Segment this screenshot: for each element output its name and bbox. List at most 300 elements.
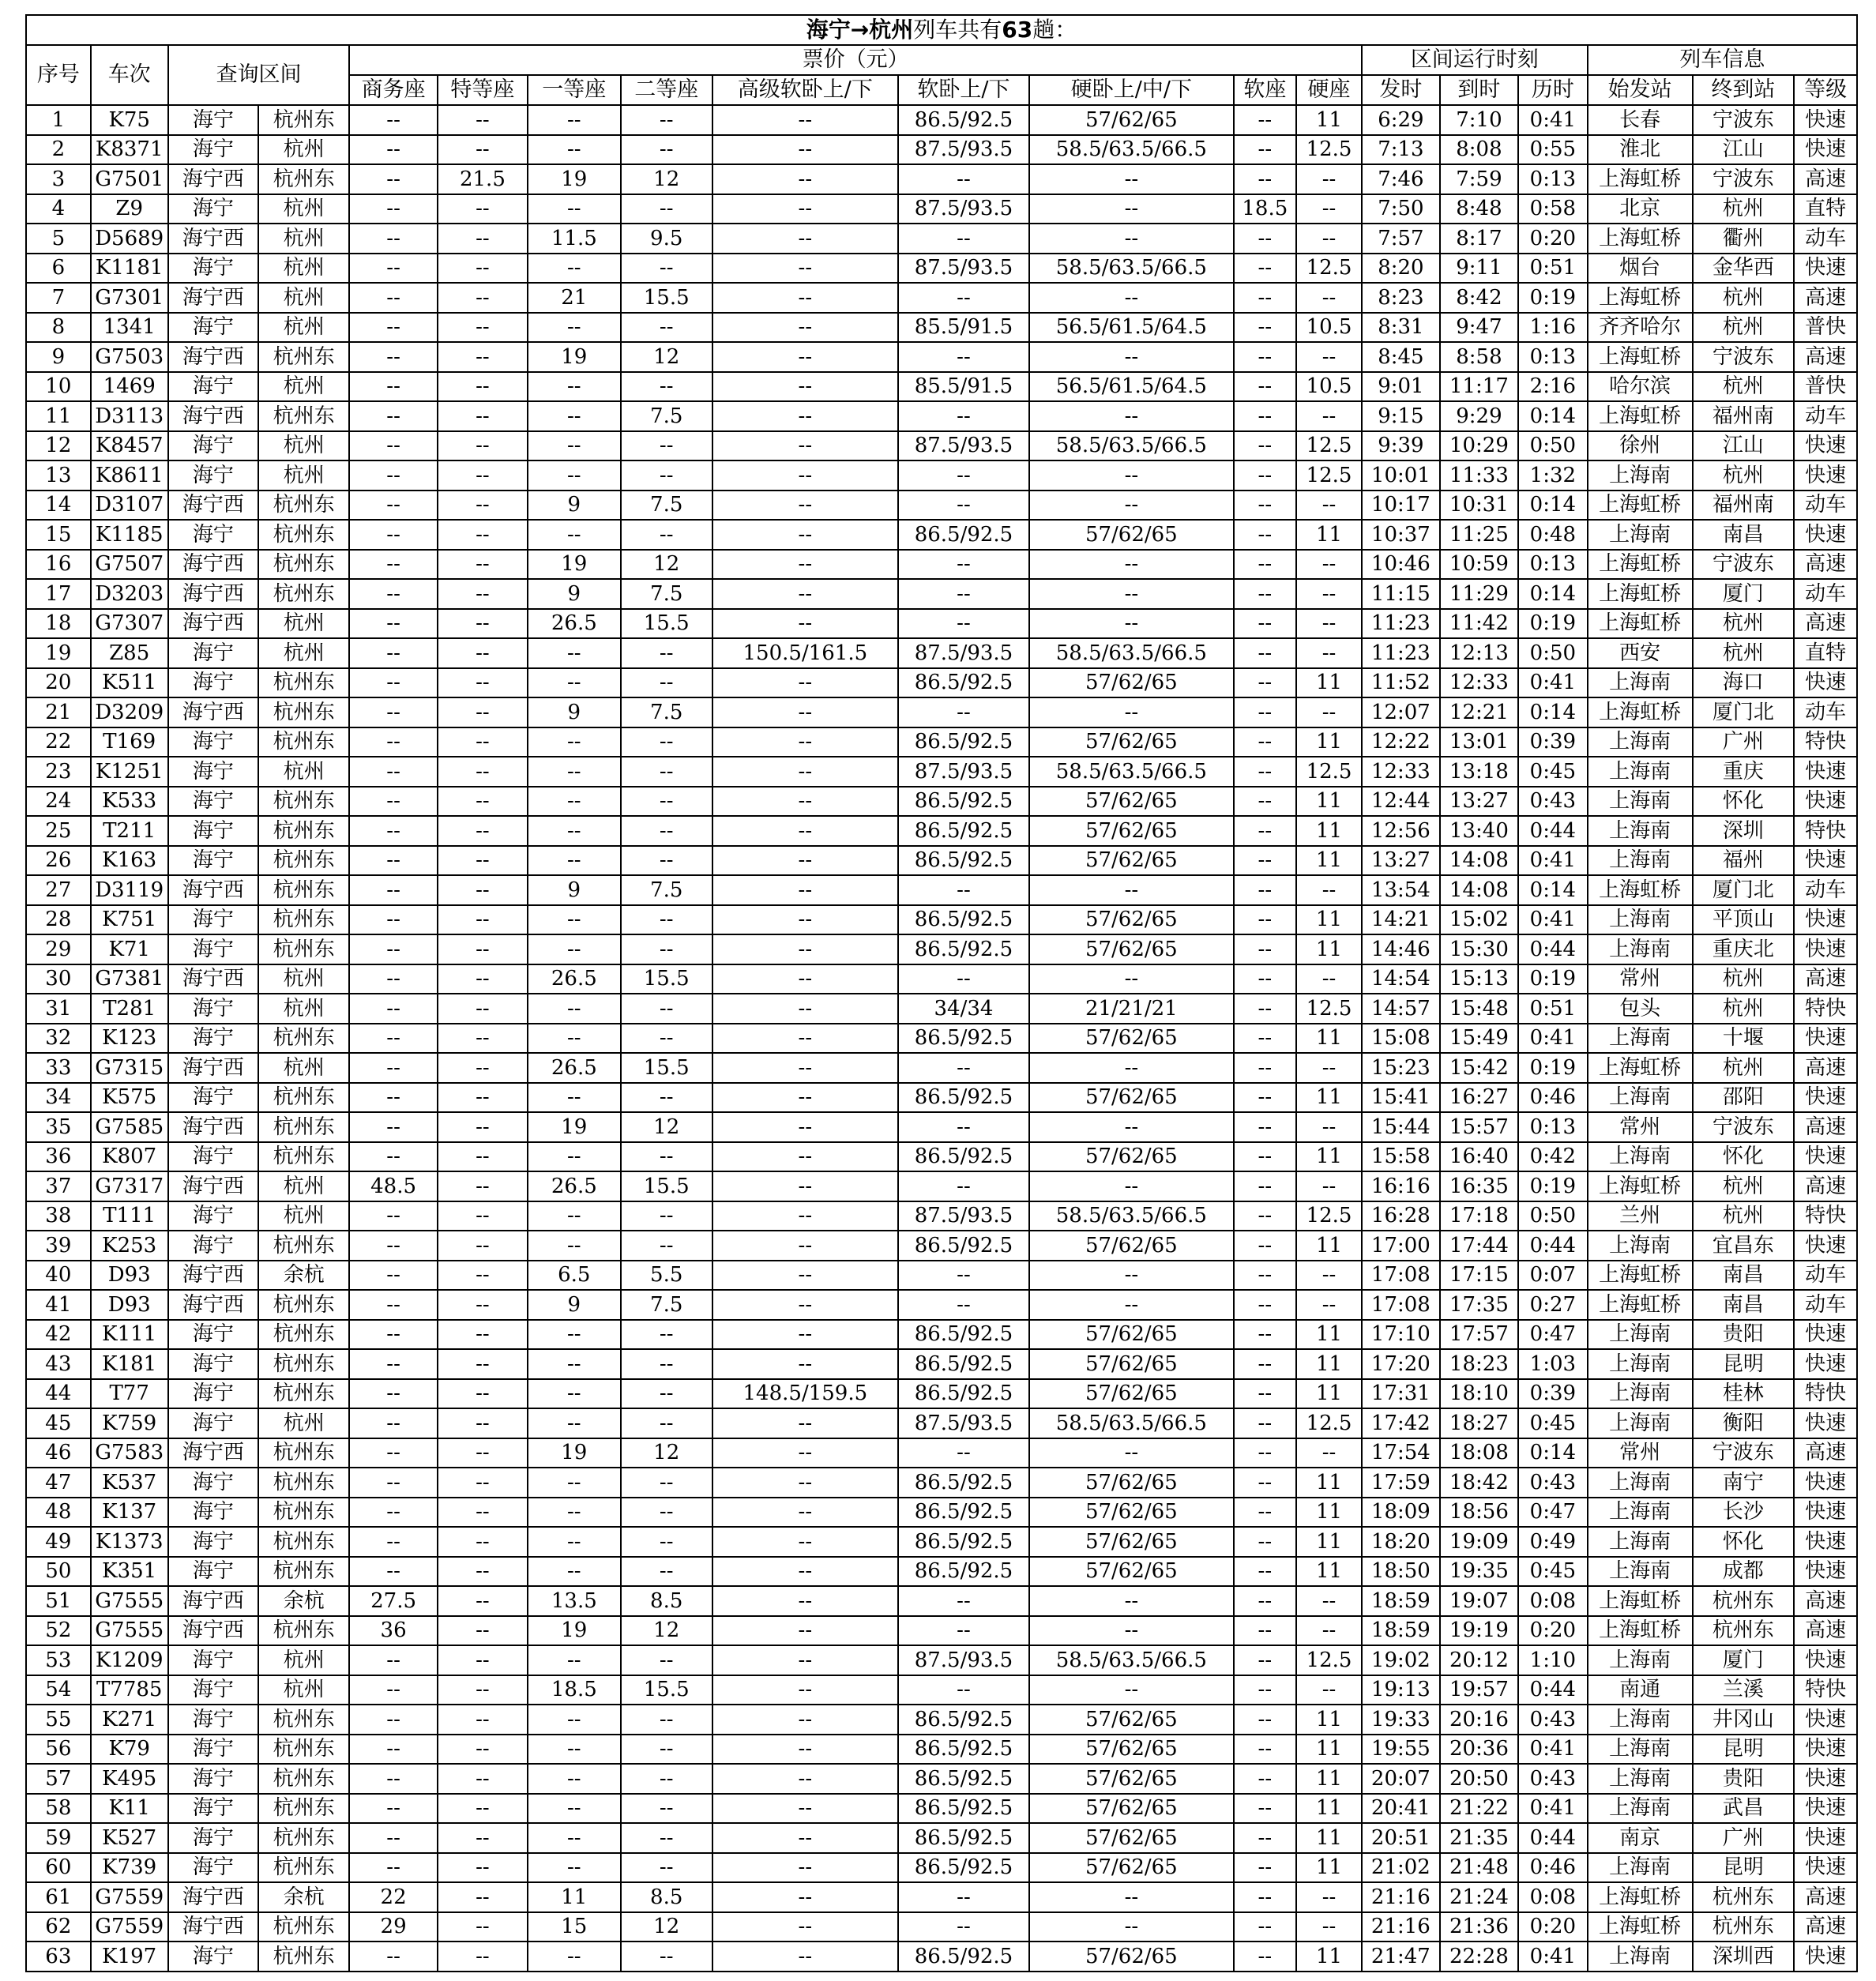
cell-soft-seat: -- <box>1234 1201 1297 1231</box>
table-row <box>26 1764 1857 1794</box>
cell-origin-station: 上海虹桥 <box>1588 164 1693 194</box>
cell-duration: 0:47 <box>1518 1320 1588 1350</box>
cell-origin-station: 常州 <box>1588 964 1693 994</box>
header-deluxe-sleeper: 高级软卧上/下 <box>712 75 898 105</box>
cell-premium-seat: -- <box>438 994 528 1024</box>
cell-second-class: -- <box>621 520 712 550</box>
cell-depart-time: 15:41 <box>1362 1083 1440 1113</box>
cell-soft-seat: -- <box>1234 105 1297 135</box>
cell-business-seat: -- <box>349 313 437 343</box>
cell-train-grade: 动车 <box>1794 875 1857 905</box>
cell-business-seat: -- <box>349 668 437 698</box>
table-row <box>26 1349 1857 1379</box>
table-row <box>26 994 1857 1024</box>
cell-second-class: 8.5 <box>621 1586 712 1616</box>
cell-to-station: 杭州东 <box>258 1823 349 1853</box>
cell-depart-time: 21:16 <box>1362 1912 1440 1942</box>
cell-terminal-station: 平顶山 <box>1693 905 1795 935</box>
cell-to-station: 杭州东 <box>258 491 349 521</box>
cell-duration: 0:43 <box>1518 1468 1588 1498</box>
cell-terminal-station: 宁波东 <box>1693 342 1795 372</box>
cell-to-station: 杭州东 <box>258 846 349 876</box>
cell-first-class: -- <box>528 520 620 550</box>
cell-train-grade: 动车 <box>1794 401 1857 431</box>
cell-origin-station: 上海南 <box>1588 1498 1693 1528</box>
cell-origin-station: 上海虹桥 <box>1588 1290 1693 1320</box>
cell-business-seat: -- <box>349 638 437 668</box>
cell-origin-station: 上海虹桥 <box>1588 1882 1693 1912</box>
cell-seq: 57 <box>26 1764 91 1794</box>
cell-arrive-time: 8:48 <box>1440 194 1518 224</box>
cell-premium-seat: -- <box>438 1053 528 1083</box>
cell-terminal-station: 杭州 <box>1693 460 1795 491</box>
cell-terminal-station: 厦门 <box>1693 579 1795 609</box>
table-row <box>26 1290 1857 1320</box>
cell-origin-station: 上海南 <box>1588 1794 1693 1824</box>
cell-train-number: K271 <box>91 1705 168 1735</box>
cell-origin-station: 上海虹桥 <box>1588 1586 1693 1616</box>
cell-seq: 13 <box>26 460 91 491</box>
cell-arrive-time: 15:48 <box>1440 994 1518 1024</box>
cell-business-seat: -- <box>349 1408 437 1438</box>
cell-premium-seat: -- <box>438 668 528 698</box>
cell-business-seat: -- <box>349 787 437 817</box>
cell-from-station: 海宁西 <box>168 609 258 639</box>
cell-hard-sleeper: -- <box>1029 1053 1233 1083</box>
cell-to-station: 杭州东 <box>258 1083 349 1113</box>
table-title <box>26 15 1857 45</box>
cell-soft-sleeper: 86.5/92.5 <box>898 1705 1029 1735</box>
cell-first-class: -- <box>528 816 620 846</box>
cell-second-class: 7.5 <box>621 697 712 727</box>
cell-business-seat: -- <box>349 846 437 876</box>
cell-terminal-station: 杭州 <box>1693 194 1795 224</box>
cell-train-number: Z85 <box>91 638 168 668</box>
cell-hard-seat: -- <box>1296 1438 1362 1468</box>
cell-soft-sleeper: -- <box>898 460 1029 491</box>
cell-first-class: 26.5 <box>528 964 620 994</box>
cell-from-station: 海宁西 <box>168 1290 258 1320</box>
cell-first-class: -- <box>528 787 620 817</box>
cell-soft-sleeper: -- <box>898 224 1029 254</box>
cell-seq: 38 <box>26 1201 91 1231</box>
cell-seq: 36 <box>26 1142 91 1172</box>
cell-to-station: 杭州 <box>258 460 349 491</box>
cell-depart-time: 21:02 <box>1362 1853 1440 1883</box>
cell-first-class: -- <box>528 905 620 935</box>
cell-arrive-time: 7:10 <box>1440 105 1518 135</box>
cell-deluxe-sleeper: -- <box>712 1024 898 1054</box>
cell-hard-sleeper: -- <box>1029 401 1233 431</box>
cell-hard-seat: 10.5 <box>1296 313 1362 343</box>
cell-hard-seat: -- <box>1296 964 1362 994</box>
cell-soft-seat: -- <box>1234 520 1297 550</box>
cell-to-station: 杭州 <box>258 1408 349 1438</box>
cell-train-grade: 动车 <box>1794 1261 1857 1291</box>
cell-seq: 62 <box>26 1912 91 1942</box>
cell-train-number: K1185 <box>91 520 168 550</box>
cell-depart-time: 11:52 <box>1362 668 1440 698</box>
cell-from-station: 海宁 <box>168 787 258 817</box>
cell-train-number: K575 <box>91 1083 168 1113</box>
cell-business-seat: -- <box>349 579 437 609</box>
cell-business-seat: -- <box>349 372 437 402</box>
cell-business-seat: -- <box>349 1823 437 1853</box>
cell-first-class: -- <box>528 1498 620 1528</box>
cell-terminal-station: 宁波东 <box>1693 105 1795 135</box>
cell-from-station: 海宁 <box>168 520 258 550</box>
cell-origin-station: 哈尔滨 <box>1588 372 1693 402</box>
cell-from-station: 海宁 <box>168 372 258 402</box>
cell-duration: 0:20 <box>1518 224 1588 254</box>
cell-soft-sleeper: 86.5/92.5 <box>898 1083 1029 1113</box>
cell-second-class: -- <box>621 194 712 224</box>
cell-train-grade: 快速 <box>1794 1527 1857 1557</box>
cell-seq: 27 <box>26 875 91 905</box>
cell-soft-sleeper: -- <box>898 1586 1029 1616</box>
cell-to-station: 杭州东 <box>258 520 349 550</box>
cell-terminal-station: 宁波东 <box>1693 164 1795 194</box>
cell-from-station: 海宁西 <box>168 1112 258 1142</box>
cell-depart-time: 7:46 <box>1362 164 1440 194</box>
cell-seq: 54 <box>26 1675 91 1705</box>
cell-duration: 0:39 <box>1518 727 1588 757</box>
cell-business-seat: -- <box>349 1735 437 1765</box>
cell-from-station: 海宁 <box>168 1557 258 1587</box>
cell-business-seat: -- <box>349 1349 437 1379</box>
cell-origin-station: 长春 <box>1588 105 1693 135</box>
table-row <box>26 1586 1857 1616</box>
cell-to-station: 余杭 <box>258 1586 349 1616</box>
cell-premium-seat: -- <box>438 964 528 994</box>
cell-premium-seat: -- <box>438 520 528 550</box>
cell-train-grade: 高速 <box>1794 609 1857 639</box>
table-row <box>26 875 1857 905</box>
cell-premium-seat: -- <box>438 609 528 639</box>
cell-depart-time: 7:57 <box>1362 224 1440 254</box>
cell-second-class: 15.5 <box>621 1171 712 1201</box>
table-row <box>26 283 1857 313</box>
cell-seq: 48 <box>26 1498 91 1528</box>
cell-hard-sleeper: -- <box>1029 164 1233 194</box>
table-row <box>26 224 1857 254</box>
cell-hard-seat: -- <box>1296 1171 1362 1201</box>
cell-first-class: 19 <box>528 164 620 194</box>
cell-arrive-time: 19:19 <box>1440 1616 1518 1646</box>
cell-duration: 0:13 <box>1518 164 1588 194</box>
header-terminal-station: 终到站 <box>1693 75 1795 105</box>
cell-deluxe-sleeper: -- <box>712 668 898 698</box>
cell-deluxe-sleeper: -- <box>712 224 898 254</box>
cell-to-station: 杭州 <box>258 1171 349 1201</box>
cell-from-station: 海宁 <box>168 1231 258 1261</box>
cell-seq: 28 <box>26 905 91 935</box>
cell-duration: 0:20 <box>1518 1912 1588 1942</box>
cell-from-station: 海宁西 <box>168 164 258 194</box>
table-row <box>26 135 1857 165</box>
cell-train-grade: 快速 <box>1794 105 1857 135</box>
cell-from-station: 海宁西 <box>168 1438 258 1468</box>
cell-duration: 0:41 <box>1518 1942 1588 1972</box>
cell-deluxe-sleeper: -- <box>712 283 898 313</box>
cell-from-station: 海宁 <box>168 194 258 224</box>
cell-first-class: -- <box>528 1142 620 1172</box>
cell-second-class: 7.5 <box>621 1290 712 1320</box>
cell-first-class: -- <box>528 460 620 491</box>
cell-deluxe-sleeper: -- <box>712 697 898 727</box>
cell-seq: 31 <box>26 994 91 1024</box>
cell-second-class: -- <box>621 313 712 343</box>
cell-first-class: -- <box>528 194 620 224</box>
cell-train-number: G7503 <box>91 342 168 372</box>
cell-seq: 17 <box>26 579 91 609</box>
cell-first-class: -- <box>528 105 620 135</box>
cell-to-station: 杭州东 <box>258 1853 349 1883</box>
cell-duration: 0:47 <box>1518 1498 1588 1528</box>
cell-from-station: 海宁西 <box>168 579 258 609</box>
cell-seq: 26 <box>26 846 91 876</box>
cell-train-grade: 高速 <box>1794 1586 1857 1616</box>
cell-to-station: 杭州东 <box>258 875 349 905</box>
cell-duration: 0:14 <box>1518 697 1588 727</box>
cell-depart-time: 11:23 <box>1362 638 1440 668</box>
table-row <box>26 1320 1857 1350</box>
cell-from-station: 海宁 <box>168 1083 258 1113</box>
cell-depart-time: 10:37 <box>1362 520 1440 550</box>
table-row <box>26 520 1857 550</box>
cell-hard-seat: 11 <box>1296 1794 1362 1824</box>
cell-premium-seat: -- <box>438 1616 528 1646</box>
cell-from-station: 海宁 <box>168 431 258 461</box>
cell-business-seat: -- <box>349 460 437 491</box>
cell-deluxe-sleeper: -- <box>712 1408 898 1438</box>
cell-depart-time: 7:50 <box>1362 194 1440 224</box>
cell-to-station: 杭州东 <box>258 164 349 194</box>
cell-origin-station: 上海虹桥 <box>1588 579 1693 609</box>
cell-arrive-time: 11:17 <box>1440 372 1518 402</box>
cell-second-class: -- <box>621 757 712 787</box>
cell-to-station: 杭州东 <box>258 1468 349 1498</box>
cell-arrive-time: 17:15 <box>1440 1261 1518 1291</box>
cell-train-grade: 快速 <box>1794 1853 1857 1883</box>
cell-duration: 0:50 <box>1518 431 1588 461</box>
cell-terminal-station: 宁波东 <box>1693 1438 1795 1468</box>
cell-soft-seat: 18.5 <box>1234 194 1297 224</box>
cell-soft-seat: -- <box>1234 254 1297 284</box>
cell-origin-station: 上海虹桥 <box>1588 283 1693 313</box>
cell-to-station: 杭州 <box>258 757 349 787</box>
cell-train-number: K79 <box>91 1735 168 1765</box>
cell-soft-seat: -- <box>1234 1468 1297 1498</box>
cell-soft-sleeper: 86.5/92.5 <box>898 1231 1029 1261</box>
cell-depart-time: 17:42 <box>1362 1408 1440 1438</box>
cell-duration: 1:16 <box>1518 313 1588 343</box>
cell-business-seat: -- <box>349 1645 437 1675</box>
cell-second-class: -- <box>621 934 712 964</box>
cell-train-number: G7301 <box>91 283 168 313</box>
cell-duration: 0:08 <box>1518 1586 1588 1616</box>
cell-first-class: -- <box>528 1645 620 1675</box>
cell-from-station: 海宁 <box>168 254 258 284</box>
cell-deluxe-sleeper: -- <box>712 787 898 817</box>
cell-arrive-time: 14:08 <box>1440 846 1518 876</box>
table-row <box>26 1112 1857 1142</box>
cell-arrive-time: 11:42 <box>1440 609 1518 639</box>
cell-train-grade: 快速 <box>1794 1794 1857 1824</box>
header-origin-station: 始发站 <box>1588 75 1693 105</box>
cell-from-station: 海宁西 <box>168 697 258 727</box>
cell-arrive-time: 10:29 <box>1440 431 1518 461</box>
title-route: 海宁→杭州 <box>806 17 914 43</box>
cell-hard-sleeper: 58.5/63.5/66.5 <box>1029 135 1233 165</box>
cell-premium-seat: -- <box>438 1231 528 1261</box>
cell-train-number: G7555 <box>91 1616 168 1646</box>
table-row <box>26 905 1857 935</box>
cell-from-station: 海宁 <box>168 846 258 876</box>
cell-depart-time: 12:33 <box>1362 757 1440 787</box>
cell-terminal-station: 邵阳 <box>1693 1083 1795 1113</box>
cell-train-grade: 快速 <box>1794 787 1857 817</box>
cell-soft-seat: -- <box>1234 135 1297 165</box>
table-row <box>26 1053 1857 1083</box>
cell-origin-station: 上海南 <box>1588 1231 1693 1261</box>
cell-arrive-time: 11:25 <box>1440 520 1518 550</box>
cell-second-class: 7.5 <box>621 579 712 609</box>
cell-seq: 3 <box>26 164 91 194</box>
cell-duration: 0:50 <box>1518 638 1588 668</box>
cell-second-class: -- <box>621 727 712 757</box>
cell-hard-sleeper: 57/62/65 <box>1029 1764 1233 1794</box>
cell-second-class: -- <box>621 994 712 1024</box>
cell-hard-seat: 11 <box>1296 1853 1362 1883</box>
cell-soft-sleeper: 86.5/92.5 <box>898 1142 1029 1172</box>
cell-premium-seat: -- <box>438 1675 528 1705</box>
cell-train-number: K759 <box>91 1408 168 1438</box>
cell-origin-station: 上海南 <box>1588 727 1693 757</box>
cell-business-seat: -- <box>349 727 437 757</box>
cell-depart-time: 14:57 <box>1362 994 1440 1024</box>
cell-arrive-time: 13:01 <box>1440 727 1518 757</box>
cell-train-number: G7317 <box>91 1171 168 1201</box>
table-row <box>26 1142 1857 1172</box>
cell-duration: 0:44 <box>1518 816 1588 846</box>
cell-arrive-time: 9:29 <box>1440 401 1518 431</box>
cell-terminal-station: 衢州 <box>1693 224 1795 254</box>
cell-second-class: -- <box>621 1320 712 1350</box>
cell-premium-seat: -- <box>438 1468 528 1498</box>
cell-hard-seat: -- <box>1296 194 1362 224</box>
cell-hard-seat: 11 <box>1296 1142 1362 1172</box>
cell-to-station: 杭州东 <box>258 934 349 964</box>
cell-premium-seat: -- <box>438 372 528 402</box>
table-row <box>26 1201 1857 1231</box>
cell-second-class: -- <box>621 1527 712 1557</box>
cell-train-grade: 快速 <box>1794 1468 1857 1498</box>
cell-hard-sleeper: 57/62/65 <box>1029 520 1233 550</box>
cell-duration: 0:44 <box>1518 1675 1588 1705</box>
cell-duration: 0:39 <box>1518 1379 1588 1409</box>
cell-duration: 0:51 <box>1518 254 1588 284</box>
cell-depart-time: 17:08 <box>1362 1290 1440 1320</box>
cell-train-number: K751 <box>91 905 168 935</box>
cell-hard-sleeper: -- <box>1029 609 1233 639</box>
cell-to-station: 杭州东 <box>258 1379 349 1409</box>
cell-train-number: T77 <box>91 1379 168 1409</box>
cell-to-station: 杭州 <box>258 431 349 461</box>
cell-terminal-station: 福州南 <box>1693 401 1795 431</box>
cell-terminal-station: 江山 <box>1693 135 1795 165</box>
cell-soft-seat: -- <box>1234 283 1297 313</box>
cell-soft-seat: -- <box>1234 1912 1297 1942</box>
cell-seq: 2 <box>26 135 91 165</box>
cell-deluxe-sleeper: -- <box>712 1764 898 1794</box>
cell-soft-sleeper: 87.5/93.5 <box>898 638 1029 668</box>
cell-business-seat: -- <box>349 105 437 135</box>
table-row <box>26 1557 1857 1587</box>
cell-depart-time: 11:23 <box>1362 609 1440 639</box>
cell-from-station: 海宁 <box>168 1823 258 1853</box>
cell-hard-seat: -- <box>1296 1675 1362 1705</box>
cell-duration: 0:19 <box>1518 609 1588 639</box>
cell-soft-seat: -- <box>1234 1379 1297 1409</box>
cell-deluxe-sleeper: -- <box>712 1201 898 1231</box>
cell-seq: 49 <box>26 1527 91 1557</box>
cell-duration: 0:43 <box>1518 787 1588 817</box>
cell-seq: 22 <box>26 727 91 757</box>
cell-terminal-station: 杭州 <box>1693 372 1795 402</box>
header-row-1 <box>26 45 1857 75</box>
cell-train-grade: 普快 <box>1794 313 1857 343</box>
cell-business-seat: -- <box>349 1942 437 1972</box>
table-row <box>26 313 1857 343</box>
cell-arrive-time: 8:42 <box>1440 283 1518 313</box>
cell-soft-sleeper: -- <box>898 875 1029 905</box>
cell-soft-sleeper: 85.5/91.5 <box>898 313 1029 343</box>
cell-deluxe-sleeper: -- <box>712 1912 898 1942</box>
cell-origin-station: 上海虹桥 <box>1588 1912 1693 1942</box>
cell-arrive-time: 18:56 <box>1440 1498 1518 1528</box>
cell-second-class: -- <box>621 135 712 165</box>
cell-hard-sleeper: -- <box>1029 342 1233 372</box>
cell-origin-station: 上海南 <box>1588 1645 1693 1675</box>
cell-to-station: 杭州东 <box>258 816 349 846</box>
cell-hard-seat: -- <box>1296 1882 1362 1912</box>
cell-train-grade: 高速 <box>1794 1882 1857 1912</box>
table-row <box>26 1379 1857 1409</box>
cell-soft-seat: -- <box>1234 1942 1297 1972</box>
cell-depart-time: 16:16 <box>1362 1171 1440 1201</box>
cell-to-station: 杭州 <box>258 638 349 668</box>
cell-seq: 56 <box>26 1735 91 1765</box>
cell-deluxe-sleeper: -- <box>712 105 898 135</box>
cell-train-number: K253 <box>91 1231 168 1261</box>
cell-soft-sleeper: 86.5/92.5 <box>898 846 1029 876</box>
table-row <box>26 1675 1857 1705</box>
cell-soft-seat: -- <box>1234 1853 1297 1883</box>
cell-first-class: -- <box>528 668 620 698</box>
cell-depart-time: 19:13 <box>1362 1675 1440 1705</box>
cell-arrive-time: 11:33 <box>1440 460 1518 491</box>
cell-seq: 9 <box>26 342 91 372</box>
cell-hard-sleeper: 56.5/61.5/64.5 <box>1029 372 1233 402</box>
cell-train-number: 1469 <box>91 372 168 402</box>
cell-first-class: -- <box>528 934 620 964</box>
cell-business-seat: -- <box>349 816 437 846</box>
cell-deluxe-sleeper: -- <box>712 431 898 461</box>
cell-train-number: K1181 <box>91 254 168 284</box>
cell-premium-seat: -- <box>438 1645 528 1675</box>
cell-from-station: 海宁西 <box>168 1171 258 1201</box>
